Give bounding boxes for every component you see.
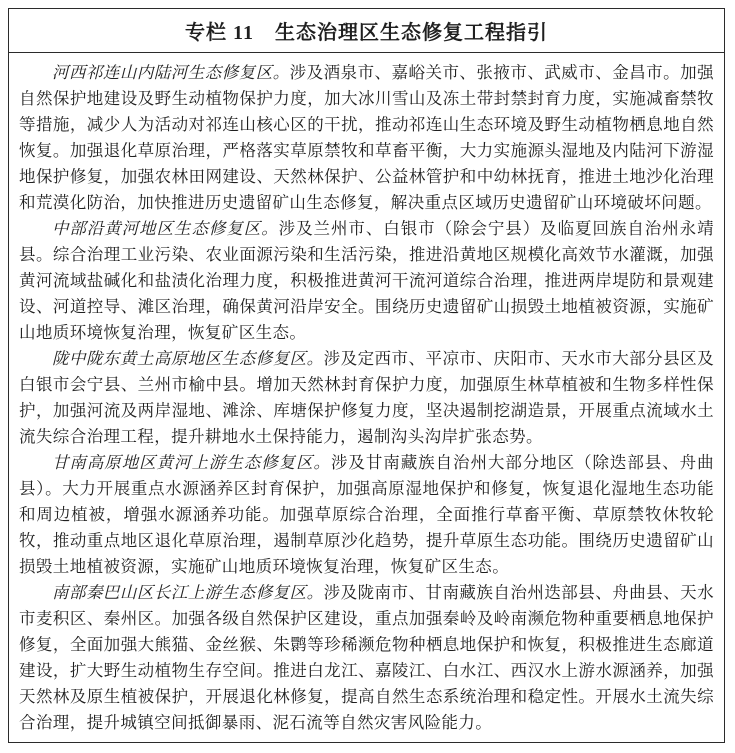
paragraph-text: 涉及甘南藏族自治州大部分地区（除迭部县、舟曲县）。大力开展重点水源涵养区封育保护，加强高原湿地保护和修复，恢复退化湿地生态功能和周边植被，增强水源涵养功能。加强草原综合治理，全面推行草畜平衡、草原禁牧休牧轮牧，推动重点地区退化草原治理，遏制草原沙化趋势，提升草原生态功能。围绕历史遗留矿山损毁土地植被资源，实施矿山地质环境恢复治理，恢复矿区生态。 — [19, 453, 714, 576]
region-name: 中部沿黄河地区生态修复区。 — [52, 219, 279, 238]
paragraph-nanbu-qinba — [19, 580, 714, 736]
region-name: 河西祁连山内陆河生态修复区。 — [52, 63, 290, 82]
column-title: 专栏 11 生态治理区生态修复工程指引 — [185, 22, 548, 44]
paragraph-text: 涉及陇南市、甘南藏族自治州迭部县、舟曲县、天水市麦积区、秦州区。加强各级自然保护区建设，重点加强秦岭及岭南濒危物种重要栖息地保护修复，全面加强大熊猫、金丝猴、朱鹮等珍稀濒危物种栖息地保护和恢复，积极推进生态廊道建设，扩大野生动植物生存空间。推进白龙江、嘉陵江、白水江、西汉水上游水源涵养，加强天然林及原生植被保护，开展退化林修复，提高自然生态系统治理和稳定性。开展水土流失综合治理，提升城镇空间抵御暴雨、泥石流等自然灾害风险能力。 — [19, 583, 714, 732]
paragraph-text: 涉及定西市、平凉市、庆阳市、天水市大部分县区及白银市会宁县、兰州市榆中县。增加天然林封育保护力度，加强原生林草植被和生物多样性保护，加强河流及两岸湿地、滩涂、库塘保护修复力度，坚决遏制挖湖造景，开展重点流域水土流失综合治理工程，提升耕地水土保持能力，遏制沟头沟岸扩张态势。 — [19, 349, 714, 446]
paragraph-zhongbu-huanghe — [19, 216, 714, 346]
column-box — [8, 8, 725, 743]
paragraph-gannan-gaoyuan — [19, 450, 714, 580]
column-title-bar — [9, 9, 724, 53]
region-name: 南部秦巴山区长江上游生态修复区。 — [52, 583, 324, 602]
region-name: 甘南高原地区黄河上游生态修复区。 — [52, 453, 331, 472]
paragraph-text: 涉及酒泉市、嘉峪关市、张掖市、武威市、金昌市。加强自然保护地建设及野生动植物保护力度，加大冰川雪山及冻土带封禁封育力度，实施减畜禁牧等措施，减少人为活动对祁连山核心区的干扰，推动祁连山生态环境及野生动植物栖息地自然恢复。加强退化草原治理，严格落实草原禁牧和草畜平衡，大力实施源头湿地及内陆河下游湿地保护修复，加强农林田网建设、天然林保护、公益林管护和中幼林抚育，推进土地沙化治理和荒漠化防治，加快推进历史遗留矿山生态修复，解决重点区域历史遗留矿山环境破坏问题。 — [19, 63, 714, 212]
region-name: 陇中陇东黄土高原地区生态修复区。 — [52, 349, 324, 368]
paragraph-hexi-qilianshan — [19, 60, 714, 216]
paragraph-text: 涉及兰州市、白银市（除会宁县）及临夏回族自治州永靖县。综合治理工业污染、农业面源污染和生活污染，推进沿黄地区规模化高效节水灌溉，加强黄河流域盐碱化和盐渍化治理力度，积极推进黄河干流河道综合治理，推进两岸堤防和景观建设、河道控导、滩区治理，确保黄河沿岸安全。围绕历史遗留矿山损毁土地植被资源，实施矿山地质环境恢复治理，恢复矿区生态。 — [19, 219, 714, 342]
paragraph-longzhong-longdong — [19, 346, 714, 450]
column-body — [9, 53, 724, 742]
